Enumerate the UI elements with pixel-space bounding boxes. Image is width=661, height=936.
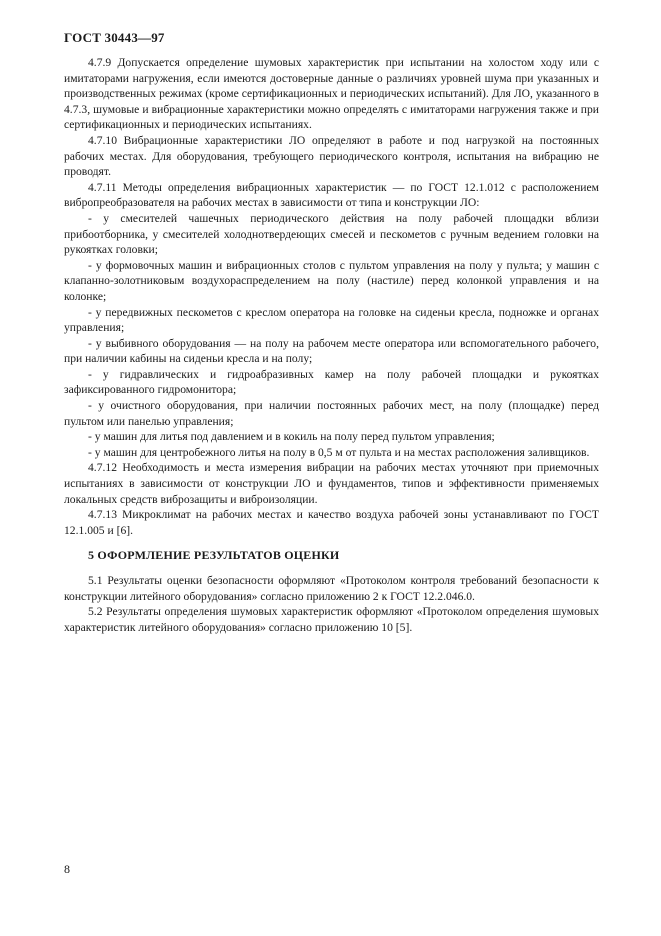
list-item-hydraulic-chambers: - у гидравлических и гидроабразивных камер на полу рабочей площадки и рукоятках зафиксированного гидромонитора; (64, 367, 599, 397)
document-header: ГОСТ 30443—97 (64, 30, 165, 45)
list-item-cleaning-equipment: - у очистного оборудования, при наличии постоянных рабочих мест, на полу (площадке) перед пультом или панелью управления; (64, 399, 599, 428)
paragraph-4-7-9: 4.7.9 Допускается определение шумовых характеристик при испытании на холостом ходу или с имитаторами нагружения, если имеются достоверные данные о различиях уровней шума при указанных и производственных режимах (кроме сертификационных и периодических испытаний). Для ЛО, указанного в 4.7.3, шумовые и вибрационные характеристики можно определять с имитаторами нагружения также и при сертификационных и периодических испытаниях. (64, 56, 599, 132)
list-item-knockout-equipment: - у выбивного оборудования — на полу на рабочем месте оператора или вспомогательного рабочего, при наличии кабины на сиденьи кресла и на полу; (64, 336, 599, 366)
document-body (64, 55, 599, 635)
paragraph-5-1: 5.1 Результаты оценки безопасности оформляют «Протоколом контроля требований безопасности к конструкции литейного оборудования» согласно приложению 2 к ГОСТ 12.2.046.0. (64, 574, 599, 603)
paragraph-4-7-11: 4.7.11 Методы определения вибрационных характеристик — по ГОСТ 12.1.012 с расположением вибропреобразователя на рабочих местах в зависимости от типа и конструкции ЛО: (64, 180, 599, 210)
paragraph-4-7-10: 4.7.10 Вибрационные характеристики ЛО определяют в работе и под нагрузкой на постоянных рабочих местах. Для оборудования, требующего периодического контроля, испытания на вибрацию не проводят. (64, 133, 599, 179)
paragraph-4-7-13: 4.7.13 Микроклимат на рабочих местах и качество воздуха рабочей зоны устанавливают по ГОСТ 12.1.005 и [6]. (64, 508, 599, 537)
list-item-centrifugal-casting-machines: - у машин для центробежного литья на полу в 0,5 м от пульта и на местах расположения заливщиков. (88, 445, 590, 459)
paragraph-4-7-12: 4.7.12 Необходимость и места измерения вибрации на рабочих местах уточняют при приемочных испытаниях в зависимости от конструкции ЛО и фундаментов, типов и эффективности применяемых локальных средств виброзащиты и виброизоляции. (64, 461, 599, 506)
list-item-mixers: - у смесителей чашечных периодического действия на полу рабочей площадки вблизи прибоотборника, у смесителей холоднотвердеющих смесей и пескометов с ручным ведением головки на рукоятках головки; (64, 211, 599, 257)
section-title: 5 ОФОРМЛЕНИЕ РЕЗУЛЬТАТОВ ОЦЕНКИ (88, 548, 340, 563)
list-item-molding-machines: - у формовочных машин и вибрационных столов с пультом управления на полу у пульта; у машин с клапанно-золотниковым воздухораспределением на полу (настиле) перед колонкой управления и на колонке; (64, 258, 599, 303)
list-item-die-casting-machines: - у машин для литья под давлением и в кокиль на полу перед пультом управления; (88, 430, 495, 444)
page-number: 8 (64, 862, 70, 876)
list-item-mobile-sand-slingers: - у передвижных пескометов с креслом оператора на головке на сиденьи кресла, подножке и органах управления; (64, 305, 599, 335)
paragraph-5-2: 5.2 Результаты определения шумовых характеристик оформляют «Протоколом определения шумовых характеристик литейного оборудования» согласно приложению 10 [5]. (64, 605, 599, 634)
